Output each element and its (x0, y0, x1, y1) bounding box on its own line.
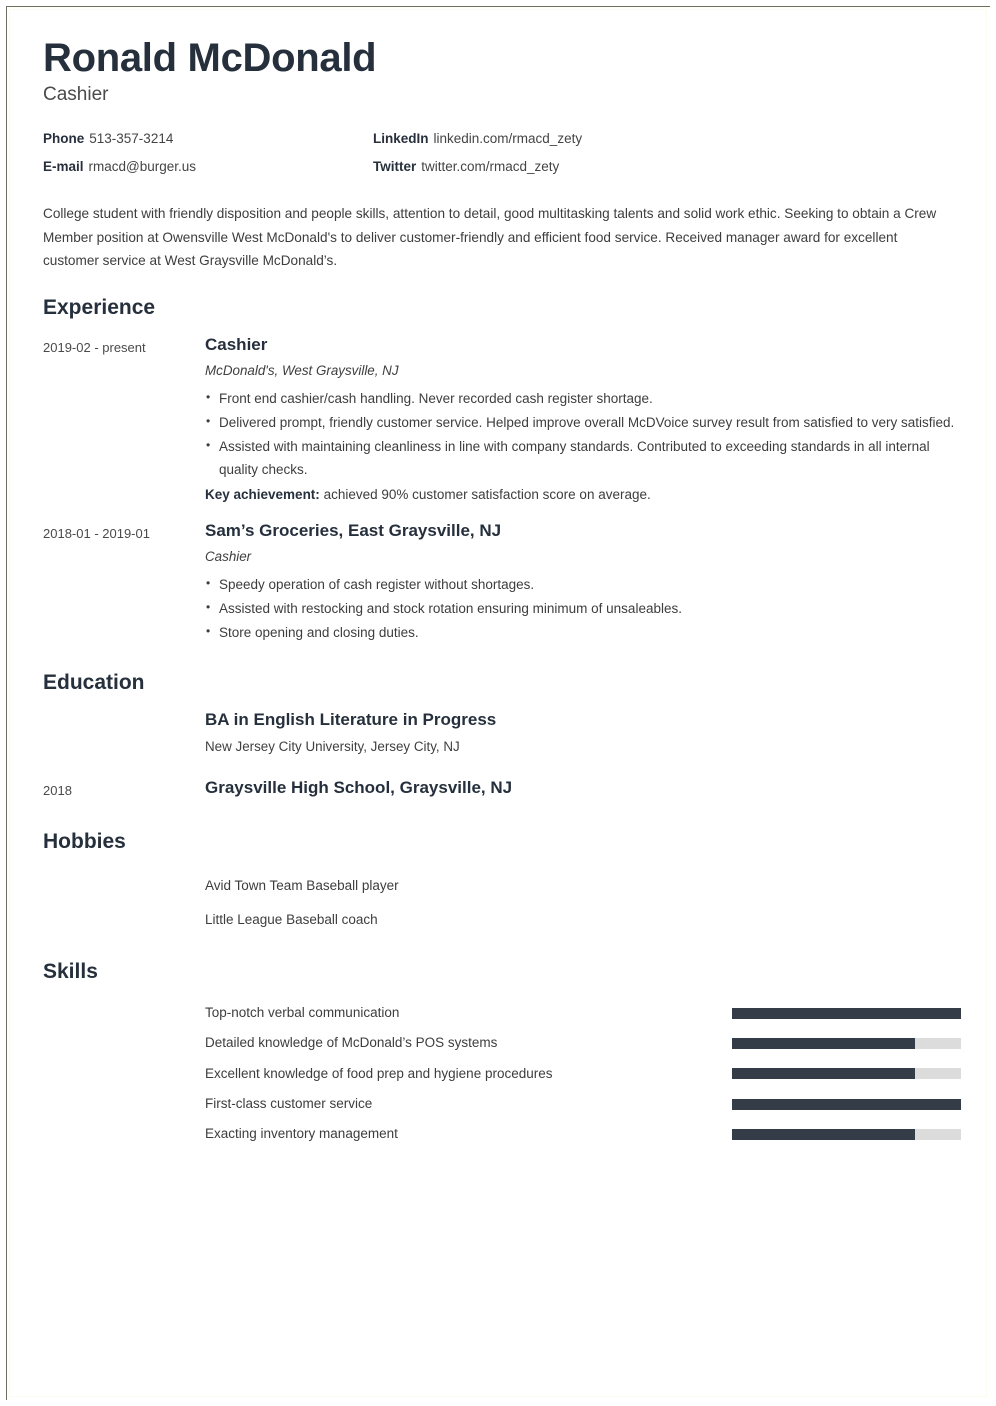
education-entry-subtitle: New Jersey City University, Jersey City, NJ (205, 739, 460, 754)
skill-label: Top-notch verbal communication (205, 1005, 400, 1021)
skill-row (43, 1059, 961, 1089)
contact-label-phone: Phone (43, 130, 85, 146)
section-heading-experience: Experience (43, 295, 156, 319)
hobbies-list (205, 869, 961, 938)
section-spacer (43, 660, 961, 670)
contact-item-linkedin (373, 130, 961, 149)
skill-row (43, 1089, 961, 1119)
experience-entry (43, 520, 961, 646)
skill-row (43, 1119, 961, 1149)
skill-level-fill (732, 1008, 961, 1019)
skill-level-fill (732, 1068, 915, 1079)
skill-label: First-class customer service (205, 1095, 373, 1111)
education-entry-dates: 2018 (43, 783, 72, 799)
section-heading-education: Education (43, 670, 145, 694)
section-skills (43, 959, 961, 1149)
key-achievement (205, 483, 961, 506)
contact-value-email[interactable]: rmacd@burger.us (88, 158, 197, 174)
experience-entry (43, 334, 961, 506)
contact-label-twitter: Twitter (373, 158, 417, 174)
contact-label-email: E-mail (43, 158, 84, 174)
experience-entry-bullets (205, 573, 961, 645)
education-entry-title: Graysville High School, Graysville, NJ (205, 778, 513, 798)
experience-entry-subtitle: Cashier (205, 549, 252, 565)
skill-label: Exacting inventory management (205, 1126, 398, 1142)
experience-entry-body (205, 334, 961, 506)
list-item: • Assisted with maintaining cleanliness in line with company standards. Contributed to exceeding standards in all internal quality checks. (205, 435, 961, 481)
skill-level-bar (732, 1068, 961, 1079)
section-spacer (43, 819, 961, 829)
education-entry-body (205, 777, 961, 805)
list-item: • Store opening and closing duties. (205, 621, 961, 644)
candidate-name: Ronald McDonald (43, 36, 377, 80)
experience-entry-dates: 2018-01 - 2019-01 (43, 525, 150, 541)
section-heading-hobbies: Hobbies (43, 830, 126, 854)
experience-entry-title: Sam’s Groceries, East Graysville, NJ (205, 520, 502, 540)
resume-header (43, 37, 961, 108)
section-heading-skills: Skills (43, 960, 98, 984)
hobbies-entry (43, 869, 961, 938)
list-item: • Delivered prompt, friendly customer service. Helped improve overall McDVoice survey result from satisfied to very satisfied. (205, 411, 961, 434)
professional-summary: College student with friendly disposition and people skills, attention to detail, good multitasking talents and solid work ethic. Seeking to obtain a Crew Member position at Owensville West McDonald's to deliver customer-friendly and efficient food service. Received manager award for excellent customer service at West Graysville McDonald’s. (43, 206, 937, 269)
contact-item-twitter (373, 158, 961, 177)
skill-level-bar (732, 1129, 961, 1140)
skill-level-bar (732, 1099, 961, 1110)
candidate-job-title: Cashier (43, 84, 109, 105)
contact-item-phone (43, 130, 373, 149)
skill-level-fill (732, 1099, 961, 1110)
list-item: • Assisted with restocking and stock rotation ensuring minimum of unsaleables. (205, 597, 961, 620)
skill-label: Detailed knowledge of McDonald’s POS systems (205, 1035, 498, 1051)
page-frame (6, 6, 990, 1400)
list-item: • Front end cashier/cash handling. Never recorded cash register shortage. (205, 387, 961, 410)
section-education (43, 670, 961, 806)
list-item: Avid Town Team Baseball player (205, 877, 399, 893)
hobbies-dates-column (43, 869, 199, 938)
contact-value-phone: 513-357-3214 (89, 130, 174, 146)
skill-row (43, 998, 961, 1028)
education-entry (43, 777, 961, 805)
experience-entry-title: Cashier (205, 334, 268, 354)
contact-value-twitter[interactable]: twitter.com/rmacd_zety (421, 158, 560, 174)
list-item: Little League Baseball coach (205, 911, 378, 927)
contact-label-linkedin: LinkedIn (373, 130, 429, 146)
list-item: • Speedy operation of cash register without shortages. (205, 573, 961, 596)
skill-row (43, 1028, 961, 1058)
resume-document (7, 7, 991, 1401)
key-achievement-text: achieved 90% customer satisfaction score on average. (319, 486, 651, 502)
experience-entry-body (205, 520, 961, 646)
section-hobbies (43, 829, 961, 937)
education-entry (43, 709, 961, 763)
skill-label: Excellent knowledge of food prep and hygiene procedures (205, 1065, 553, 1081)
experience-entry-dates: 2019-02 - present (43, 339, 146, 355)
section-experience (43, 295, 961, 646)
skill-level-fill (732, 1038, 915, 1049)
education-entry-title: BA in English Literature in Progress (205, 709, 497, 729)
contact-details (43, 130, 961, 177)
contact-item-email (43, 158, 373, 177)
education-entry-body (205, 709, 961, 763)
contact-value-linkedin[interactable]: linkedin.com/rmacd_zety (433, 130, 583, 146)
experience-entry-bullets (205, 387, 961, 482)
skill-level-fill (732, 1129, 915, 1140)
skill-level-bar (732, 1038, 961, 1049)
experience-entry-subtitle: McDonald's, West Graysville, NJ (205, 363, 399, 379)
skill-level-bar (732, 1008, 961, 1019)
section-spacer (43, 941, 961, 959)
education-entry-dates (43, 709, 199, 763)
key-achievement-label: Key achievement: (205, 486, 320, 502)
